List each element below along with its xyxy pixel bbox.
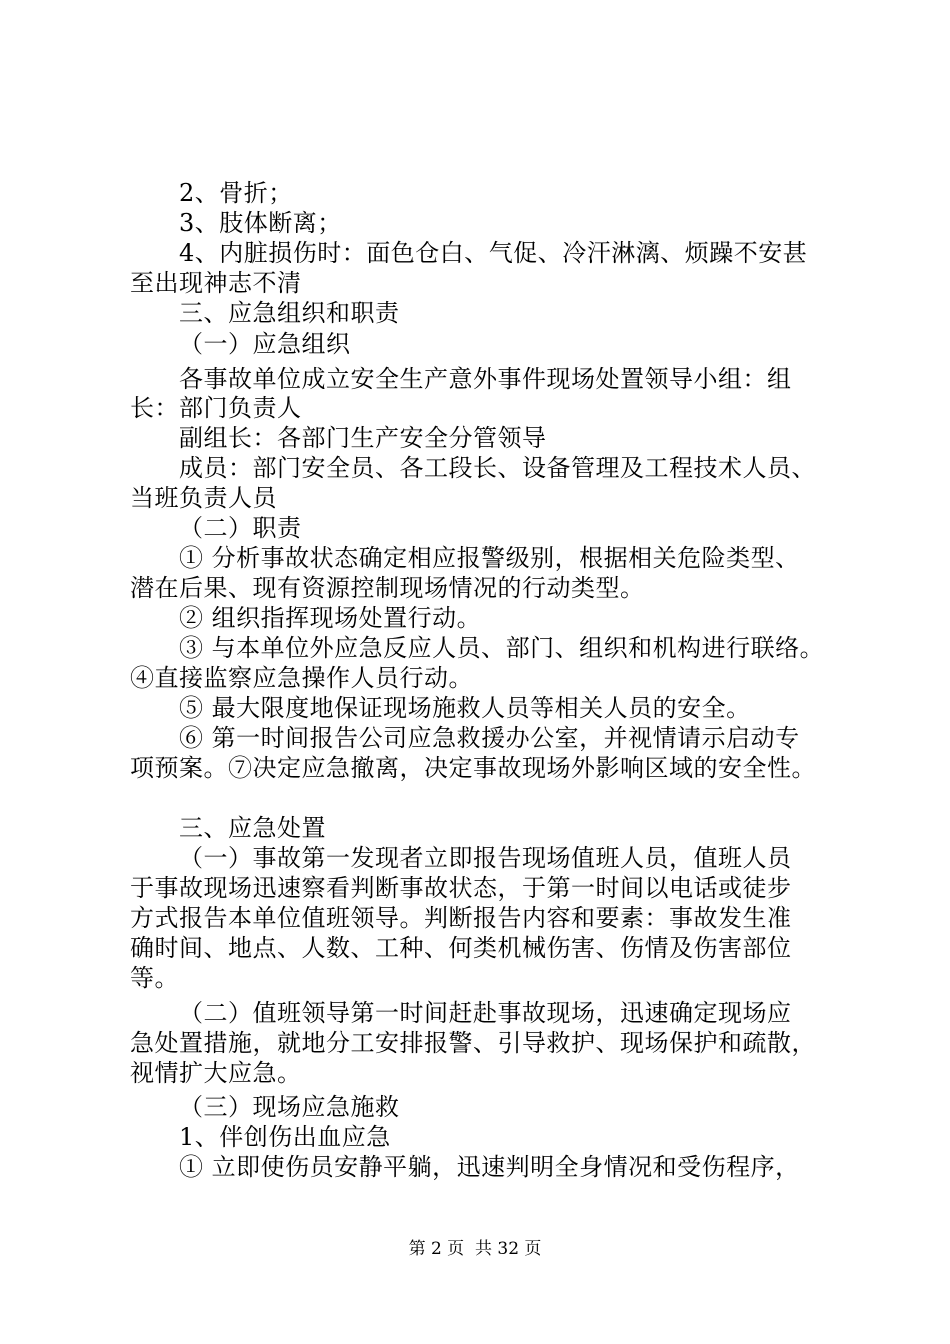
text-line: （一）事故第一发现者立即报告现场值班人员，值班人员	[179, 844, 792, 872]
text-line: ③ 与本单位外应急反应人员、部门、组织和机构进行联络。	[179, 634, 825, 662]
text-line: 于事故现场迅速察看判断事故状态，于第一时间以电话或徒步	[130, 874, 792, 902]
text-line: 潜在后果、现有资源控制现场情况的行动类型。	[130, 574, 645, 602]
text-line: ① 立即使伤员安静平躺，迅速判明全身情况和受伤程序，	[179, 1153, 800, 1181]
text-line: 2、骨折；	[179, 179, 293, 207]
text-line: 项预案。⑦决定应急撤离，决定事故现场外影响区域的安全性。	[130, 754, 816, 782]
text-line: 至出现神志不清	[130, 269, 302, 297]
text-line: 急处置措施，就地分工安排报警、引导救护、现场保护和疏散，	[130, 1029, 816, 1057]
subsection-heading: （二）职责	[179, 514, 302, 542]
section-heading: 三、应急组织和职责	[179, 299, 400, 327]
text-line: 方式报告本单位值班领导。判断报告内容和要素：事故发生准	[130, 904, 792, 932]
section-heading: 三、应急处置	[179, 814, 326, 842]
text-line: 副组长：各部门生产安全分管领导	[179, 424, 547, 452]
subsection-heading: （一）应急组织	[179, 330, 351, 358]
subsection-heading: （三）现场应急施救	[179, 1093, 400, 1121]
text-line: 长：部门负责人	[130, 394, 302, 422]
text-line: ② 组织指挥现场处置行动。	[179, 604, 482, 632]
text-line: 确时间、地点、人数、工种、何类机械伤害、伤情及伤害部位	[130, 934, 792, 962]
text-line: ① 分析事故状态确定相应报警级别，根据相关危险类型、	[179, 544, 800, 572]
text-line: （二）值班领导第一时间赶赴事故现场，迅速确定现场应	[179, 999, 792, 1027]
text-line: ⑤ 最大限度地保证现场施救人员等相关人员的安全。	[179, 694, 751, 722]
text-line: 各事故单位成立安全生产意外事件现场处置领导小组：组	[179, 365, 792, 393]
text-line: ⑥ 第一时间报告公司应急救援办公室，并视情请示启动专	[179, 724, 800, 752]
text-line: 当班负责人员	[130, 484, 277, 512]
text-line: 等。	[130, 964, 179, 992]
text-line: 视情扩大应急。	[130, 1059, 302, 1087]
text-line: 成员：部门安全员、各工段长、设备管理及工程技术人员、	[179, 454, 816, 482]
text-line: ④直接监察应急操作人员行动。	[130, 664, 473, 692]
text-line: 3、肢体断离；	[179, 209, 342, 237]
text-line: 4、内脏损伤时：面色仓白、气促、冷汗淋漓、烦躁不安甚	[179, 239, 808, 267]
page-footer: 第 2 页 共 32 页	[408, 1239, 542, 1259]
text-line: 1、伴创伤出血应急	[179, 1123, 391, 1151]
